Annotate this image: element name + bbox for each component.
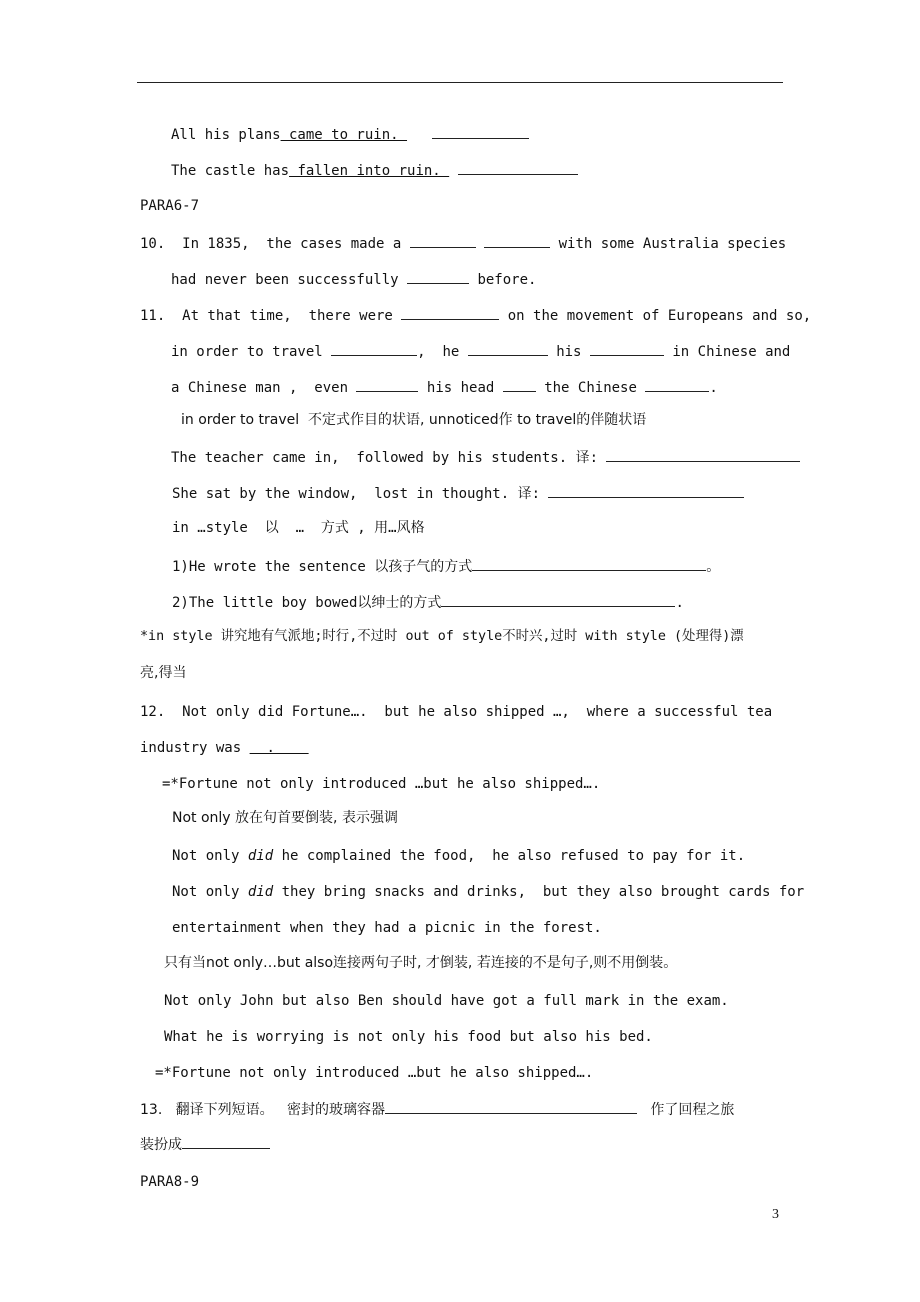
equivalent-sentence-2: =*Fortune not only introduced …but he also shipped….	[155, 1065, 594, 1081]
equivalent-sentence-1: =*Fortune not only introduced …but he also shipped….	[162, 776, 601, 792]
question-12-line-1: 12. Not only did Fortune…. but he also shipped …, where a successful tea	[140, 704, 773, 720]
question-10-line-1: 10. In 1835, the cases made a with some Australia species	[140, 232, 786, 252]
inversion-rule: Not only 放在句首要倒装, 表示强调	[172, 810, 398, 826]
answer-blank[interactable]	[458, 159, 578, 175]
answer-blank[interactable]	[468, 340, 548, 356]
answer-blank[interactable]	[356, 376, 418, 392]
answer-blank[interactable]	[432, 123, 529, 139]
in-style-note-line-2: 亮,得当	[140, 665, 187, 681]
question-12-line-2: industry was .	[140, 740, 309, 756]
inversion-example-2: Not only did they bring snacks and drinks, but they also brought cards for	[172, 884, 805, 900]
ruin-example-2: The castle has fallen into ruin.	[171, 159, 578, 179]
inversion-rule-2: 只有当not only…but also连接两句子时, 才倒装, 若连接的不是句子,则不用倒装。	[164, 955, 678, 971]
style-phrase: in …style 以 … 方式 , 用…风格	[172, 520, 425, 536]
answer-blank[interactable]	[385, 1098, 637, 1114]
ruin-example-1: All his plans came to ruin.	[171, 123, 529, 143]
answer-blank[interactable]	[401, 304, 499, 320]
answer-blank[interactable]	[331, 340, 417, 356]
answer-blank[interactable]	[606, 446, 800, 462]
answer-blank[interactable]	[484, 232, 550, 248]
answer-blank[interactable]	[472, 555, 706, 571]
style-exercise-2: 2)The little boy bowed以绅士的方式 .	[172, 591, 684, 611]
question-11-line-3: a Chinese man , even his head the Chinese .	[171, 376, 718, 396]
non-inversion-example-2: What he is worrying is not only his food but also his bed.	[164, 1029, 653, 1045]
answer-blank[interactable]	[548, 482, 744, 498]
question-11-line-2: in order to travel , he his in Chinese and	[171, 340, 790, 360]
translation-example-2: She sat by the window, lost in thought. 译:	[172, 482, 744, 502]
question-13-line-1: 13. 翻译下列短语。 密封的玻璃容器 作了回程之旅	[140, 1098, 734, 1118]
question-10-line-2: had never been successfully before.	[171, 268, 536, 288]
grammar-note: in order to travel 不定式作目的状语, unnoticed作 to travel的伴随状语	[181, 412, 647, 428]
in-style-note-line-1: *in style 讲究地有气派地;时行,不过时 out of style不时兴,过时 with style (处理得)漂	[140, 629, 744, 644]
question-13-line-2: 装扮成	[140, 1133, 270, 1153]
inversion-example-1: Not only did he complained the food, he also refused to pay for it.	[172, 848, 746, 864]
style-exercise-1: 1)He wrote the sentence 以孩子气的方式 。	[172, 555, 720, 575]
question-11-line-1: 11. At that time, there were on the movement of Europeans and so,	[140, 304, 811, 324]
section-heading: PARA6-7	[140, 198, 200, 214]
answer-blank[interactable]	[590, 340, 664, 356]
answer-blank[interactable]	[441, 591, 675, 607]
section-heading: PARA8-9	[140, 1174, 200, 1190]
answer-blank[interactable]	[407, 268, 469, 284]
inversion-example-2-cont: entertainment when they had a picnic in the forest.	[172, 920, 602, 936]
answer-blank[interactable]	[645, 376, 709, 392]
page-number: 3	[772, 1207, 779, 1222]
answer-blank[interactable]: .	[249, 740, 309, 756]
translation-example-1: The teacher came in, followed by his students. 译:	[171, 446, 800, 466]
non-inversion-example-1: Not only John but also Ben should have got a full mark in the exam.	[164, 993, 729, 1009]
answer-blank[interactable]	[503, 376, 536, 392]
answer-blank[interactable]	[182, 1133, 270, 1149]
answer-blank[interactable]	[410, 232, 476, 248]
header-rule	[137, 82, 783, 83]
